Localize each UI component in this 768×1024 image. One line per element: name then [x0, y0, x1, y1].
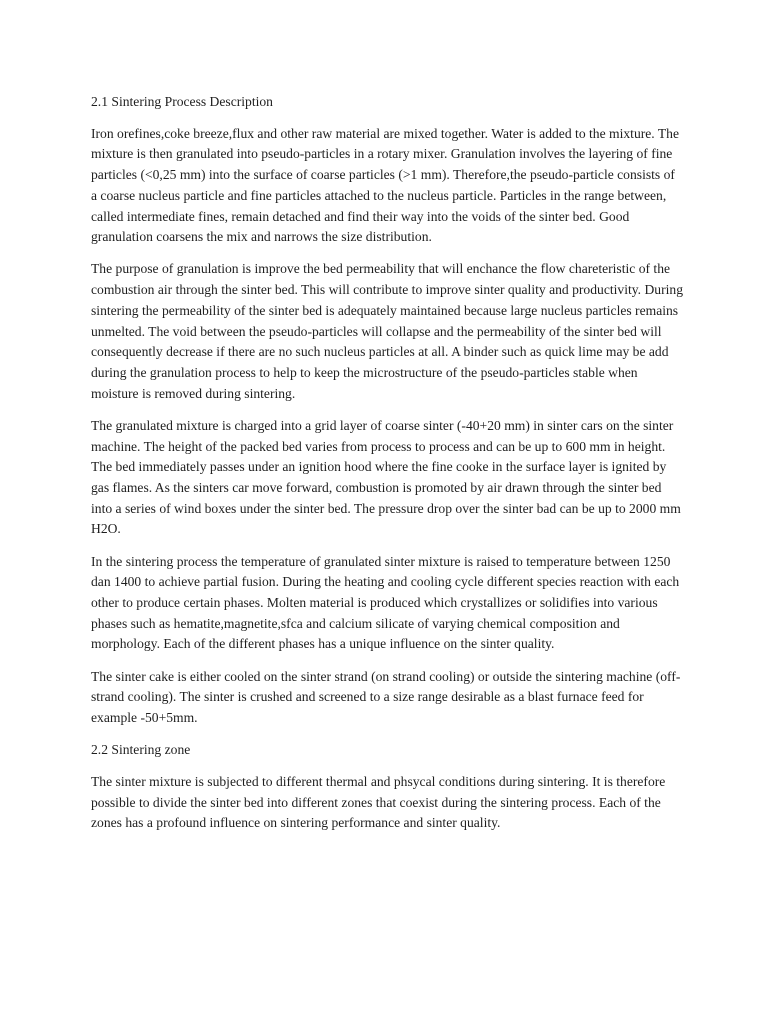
paragraph: The sinter mixture is subjected to different thermal and phsycal conditions during sintering. It is therefore possible to divide the sinter bed into different zones that coexist during the sintering process. Each of the zones has a profound influence on sintering performance and sinter quality.	[91, 773, 666, 831]
paragraph: The purpose of granulation is improve the bed permeability that will enchance the flow chareteristic of the combustion air through the sinter bed. This will contribute to improve sinter quality and productivity. During sintering the permeability of the sinter bed is adequately maintained because large nucleus particles remains unmelted. The void between the pseudo-particles will collapse and the permeability of the sinter bed will consequently decrease if there are no such nucleus particles at all. A binder such as quick lime may be add during the granulation process to help to keep the microstructure of the pseudo-particles stable when moisture is removed during sintering.	[91, 261, 683, 401]
paragraph: The granulated mixture is charged into a grid layer of coarse sinter (-40+20 mm) in sinter cars on the sinter machine. The height of the packed bed varies from process to process and can be up to 600 mm in height. The bed immediately passes under an ignition hood where the fine cooke in the surface layer is ignited by gas flames. As the sinters car move forward, combustion is promoted by air drawn through the sinter bed into a series of wind boxes under the sinter bed. The pressure drop over the sinter bad can be up to 2000 mm H2O.	[91, 417, 681, 537]
document-body	[91, 92, 683, 834]
section-heading: 2.2 Sintering zone	[91, 742, 191, 758]
paragraph: In the sintering process the temperature of granulated sinter mixture is raised to temperature between 1250 dan 1400 to achieve partial fusion. During the heating and cooling cycle different species reaction with each other to produce certain phases. Molten material is produced which crystallizes or solidifies into various phases such as hematite,magnetite,sfca and calcium silicate of varying chemical composition and morphology. Each of the different phases has a unique influence on the sinter quality.	[91, 553, 680, 652]
section-sintering-zone	[91, 740, 683, 834]
section-sintering-process-description	[91, 92, 683, 729]
paragraph: The sinter cake is either cooled on the sinter strand (on strand cooling) or outside the sintering machine (off-strand cooling). The sinter is crushed and screened to a size range desirable as a blast furnace feed for example -50+5mm.	[91, 668, 681, 725]
paragraph: Iron orefines,coke breeze,flux and other raw material are mixed together. Water is added to the mixture. The mixture is then granulated into pseudo-particles in a rotary mixer. Granulation involves the layering of fine particles (<0,25 mm) into the surface of coarse particles (>1 mm). Therefore,the pseudo-particle consists of a coarse nucleus particle and fine particles attached to the nucleus particle. Particles in the range between, called intermediate fines, remain detached and find their way into the voids of the sinter bed. Good granulation coarsens the mix and narrows the size distribution.	[91, 125, 679, 245]
section-heading: 2.1 Sintering Process Description	[91, 94, 273, 109]
